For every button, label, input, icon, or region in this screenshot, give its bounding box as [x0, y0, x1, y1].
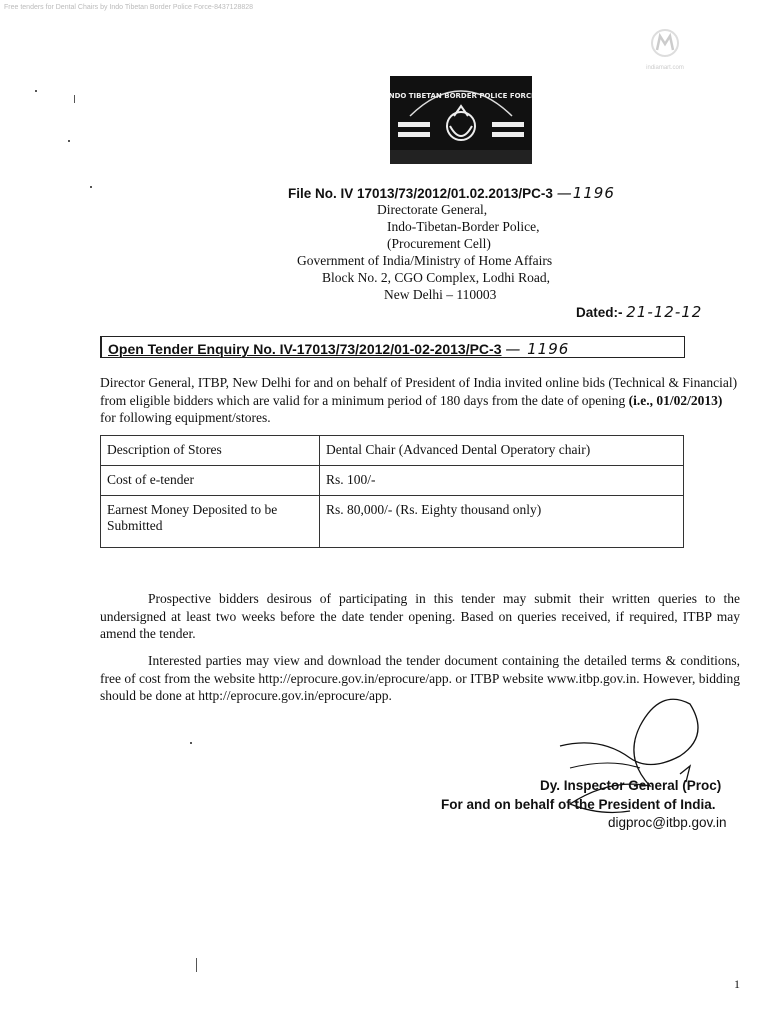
address-line: Directorate General,	[377, 202, 488, 217]
scan-speck	[190, 742, 192, 744]
scan-speck	[74, 95, 75, 103]
itbp-emblem	[390, 76, 532, 164]
dated-label: Dated:-	[576, 305, 623, 320]
scan-speck	[68, 140, 70, 142]
dated-handwritten: 21-12-12	[626, 303, 703, 321]
table-row	[101, 436, 684, 466]
table-label-cell: Earnest Money Deposited to be Submitted	[101, 496, 320, 548]
address-line: Indo-Tibetan-Border Police,	[387, 219, 540, 234]
signature-authority: For and on behalf of the President of India.	[441, 797, 716, 812]
page-number: 1	[734, 977, 740, 991]
table-value-cell: Rs. 80,000/- (Rs. Eighty thousand only)	[320, 496, 684, 548]
stores-table	[100, 435, 684, 548]
download-paragraph: Interested parties may view and download the tender document containing the detailed terms & conditions, free of cost from the website http://eprocure.gov.in/eprocure/app. or ITBP website www.itbp.gov.in. However, bidding should be done at http://eprocure.gov.in/eprocure/app.	[100, 653, 740, 703]
svg-text:INDO TIBETAN BORDER POLICE FOR: INDO TIBETAN BORDER POLICE FORCE	[390, 92, 532, 100]
scan-speck	[35, 90, 37, 92]
top-note: Free tenders for Dental Chairs by Indo Tibetan Border Police Force-8437128828	[4, 4, 254, 11]
opening-date: (i.e., 01/02/2013)	[628, 392, 723, 408]
watermark-text: indiamart.com	[646, 65, 684, 71]
indiamart-watermark	[636, 28, 694, 74]
tender-enquiry-number: Open Tender Enquiry No. IV-17013/73/2012/01-02-2013/PC-3	[108, 341, 502, 357]
intro-paragraph	[100, 374, 740, 427]
address-line: (Procurement Cell)	[387, 236, 491, 251]
table-row	[101, 466, 684, 496]
address-line: Government of India/Ministry of Home Affairs	[297, 253, 553, 268]
address-line: New Delhi – 110003	[384, 287, 497, 302]
intro-text-end: for following equipment/stores.	[100, 410, 271, 425]
table-value-cell: Dental Chair (Advanced Dental Operatory chair)	[320, 436, 684, 466]
tender-enquiry-handwritten: — 1196	[505, 340, 570, 358]
table-value-cell: Rs. 100/-	[320, 466, 684, 496]
queries-paragraph: Prospective bidders desirous of participating in this tender may submit their written queries to the undersigned at least two weeks before the date tender opening. Based on queries received, if required, ITBP may amend the tender.	[100, 591, 740, 641]
file-number-handwritten: —1196	[556, 184, 615, 202]
file-number	[288, 184, 615, 202]
dated-line	[576, 303, 702, 321]
tender-enquiry-box	[100, 336, 685, 358]
address-line: Block No. 2, CGO Complex, Lodhi Road,	[322, 270, 550, 285]
signature-email: digproc@itbp.gov.in	[608, 815, 727, 830]
intro-text: Director General, ITBP, New Delhi for and on behalf of President of India invited online bids (Technical & Financial) from eligible bidders which are valid for a minimum period of 180 days from the date of opening	[100, 375, 738, 408]
table-row	[101, 496, 684, 548]
scan-speck	[90, 186, 92, 188]
signature-designation: Dy. Inspector General (Proc)	[540, 778, 722, 793]
tender-enquiry-title	[108, 340, 569, 358]
table-label-cell: Cost of e-tender	[101, 466, 320, 496]
file-number-text: File No. IV 17013/73/2012/01.02.2013/PC-3	[288, 186, 553, 201]
indiamart-logo-icon	[648, 28, 682, 58]
scan-speck	[196, 958, 197, 972]
itbp-emblem-icon	[390, 76, 532, 164]
table-label-cell: Description of Stores	[101, 436, 320, 466]
